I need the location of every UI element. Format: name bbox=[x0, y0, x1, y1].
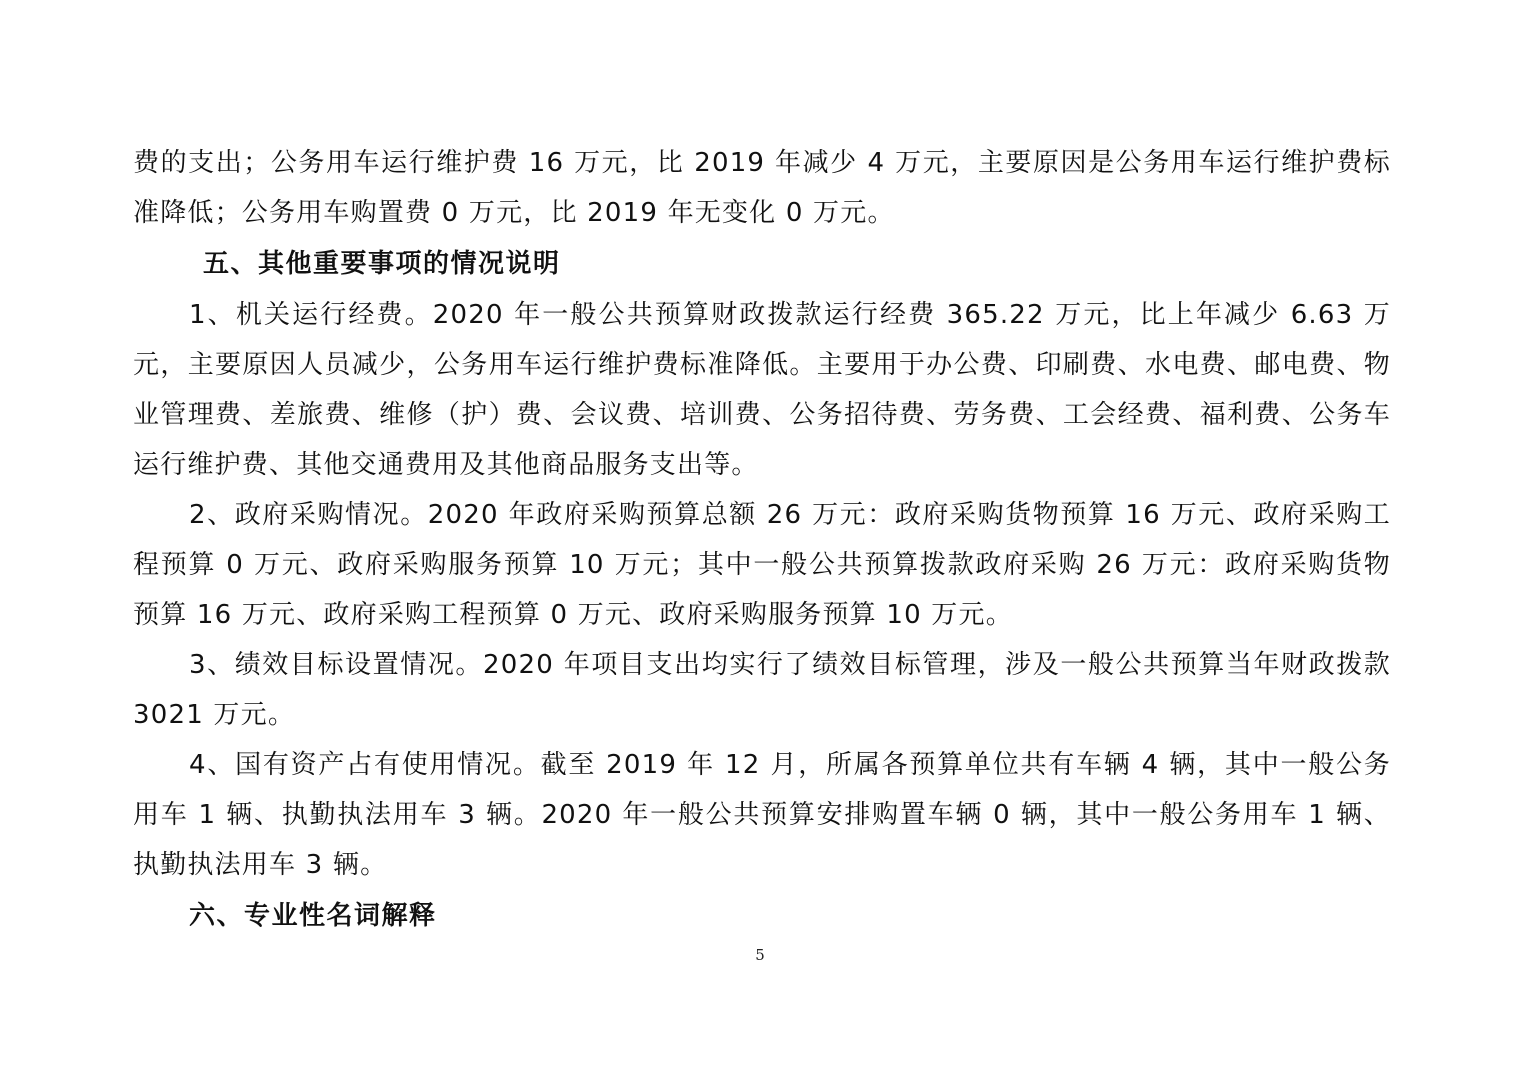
paragraph-vehicle-expenses: 费的支出；公务用车运行维护费 16 万元，比 2019 年减少 4 万元，主要原因是公务用车运行维护费标准降低；公务用车购置费 0 万元，比 2019 年无变化 0 万元。 bbox=[133, 148, 1391, 228]
section-heading-other-matters: 五、其他重要事项的情况说明 bbox=[203, 249, 561, 279]
document-body bbox=[133, 138, 1391, 942]
paragraph-state-assets: 4、国有资产占有使用情况。截至 2019 年 12 月，所属各预算单位共有车辆 4 辆，其中一般公务用车 1 辆、执勤执法用车 3 辆。2020 年一般公共预算安排购置车辆 0 辆，其中一般公务用车 1 辆、执勤执法用车 3 辆。 bbox=[133, 750, 1391, 880]
paragraph-operating-expenses: 1、机关运行经费。2020 年一般公共预算财政拨款运行经费 365.22 万元，比上年减少 6.63 万元，主要原因人员减少，公务用车运行维护费标准降低。主要用于办公费、印刷费、水电费、邮电费、物业管理费、差旅费、维修（护）费、会议费、培训费、公务招待费、劳务费、工会经费、福利费、公务车运行维护费、其他交通费用及其他商品服务支出等。 bbox=[133, 300, 1391, 480]
section-heading-terminology: 六、专业性名词解释 bbox=[189, 901, 437, 931]
page-number: 5 bbox=[755, 946, 765, 964]
paragraph-performance-targets: 3、绩效目标设置情况。2020 年项目支出均实行了绩效目标管理，涉及一般公共预算当年财政拨款 3021 万元。 bbox=[133, 650, 1391, 730]
paragraph-government-procurement: 2、政府采购情况。2020 年政府采购预算总额 26 万元：政府采购货物预算 16 万元、政府采购工程预算 0 万元、政府采购服务预算 10 万元；其中一般公共预算拨款政府采购 26 万元：政府采购货物预算 16 万元、政府采购工程预算 0 万元、政府采购服务预算 10 万元。 bbox=[133, 500, 1391, 630]
